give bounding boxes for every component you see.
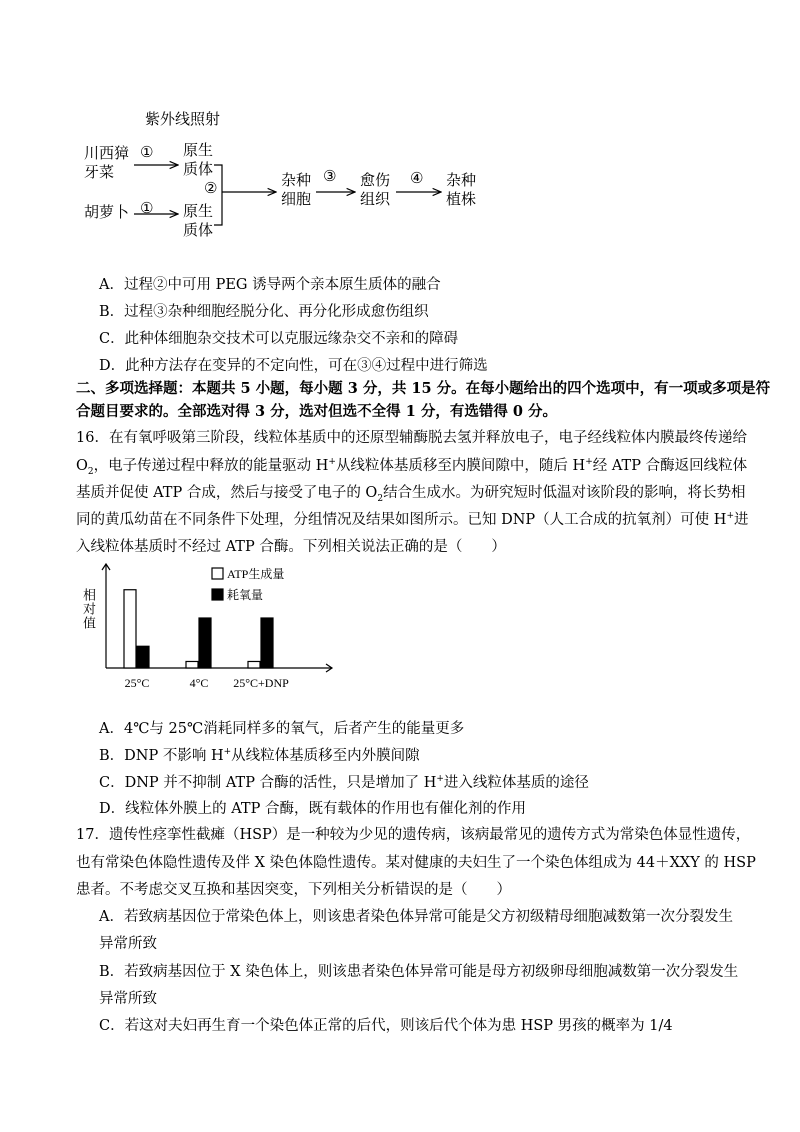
step-2-label: ② [204,179,218,197]
step-1a-label: ① [140,143,154,161]
q16-stem-line1: 16．在有氧呼吸第三阶段，线粒体基质中的还原型辅酶脱去氢并释放电子，电子经线粒体内膜最终传递给 [76,430,747,446]
bar-atp-0 [124,590,136,668]
q16-stem-line3: 基质并促使 ATP 合成，然后与接受了电子的 $O_2$结合生成水。为研究短时低温对该阶段的影响，将长势相 [76,485,746,504]
q17-option-b-line2: 异常所致 [99,991,157,1007]
q17-option-a-line1: A．若致病基因位于常染色体上，则该患者染色体异常可能是父方初级精母细胞减数第一次分裂发生 [99,909,733,925]
hybrid-plant-line1: 杂种 [446,171,477,189]
q17-option-c: C．若这对夫妇再生育一个染色体正常的后代，则该后代个体为患 HSP 男孩的概率为 1/4 [99,1018,673,1034]
bracket [214,165,222,225]
protoplast-1-line1: 原生 [183,141,214,159]
q16-bar-chart [70,558,340,696]
protoplast-2-line2: 质体 [183,221,214,239]
q15-option-d: D．此种方法存在变异的不定向性，可在③④过程中进行筛选 [99,358,488,374]
step-3-label: ③ [323,167,337,185]
legend-label-1: 耗氧量 [227,588,264,602]
x-tick-label-2: 25°C+DNP [233,676,289,690]
section2-heading-line2: 合题目要求的。全部选对得 3 分，选对但选不全得 1 分，有选错得 0 分。 [76,403,558,420]
q17-stem-line1: 17．遗传性痉挛性截瘫（HSP）是一种较为少见的遗传病，该病最常见的遗传方式为常染色体显性遗传， [76,827,751,843]
section2-heading-line1: 二、多项选择题：本题共 5 小题，每小题 3 分，共 15 分。在每小题给出的四个选项中，有一项或多项是符 [76,380,771,397]
legend-swatch-1 [212,589,223,600]
q17-stem-line2: 也有常染色体隐性遗传及伴 X 染色体隐性遗传。某对健康的夫妇生了一个染色体组成为 44＋XXY 的 HSP [76,855,756,871]
source-plant-1-line2: 牙菜 [84,163,115,181]
bar-oxygen-0 [137,646,149,668]
source-plant-2: 胡萝卜 [84,203,130,221]
bar-atp-1 [186,661,198,668]
step-4-label: ④ [410,169,424,187]
diagram-arrows [0,0,800,260]
uv-label: 紫外线照射 [145,110,221,128]
bar-atp-2 [248,661,260,668]
q15-option-b: B．过程③杂种细胞经脱分化、再分化形成愈伤组织 [99,304,429,320]
q16-option-c: C．DNP 并不抑制 ATP 合酶的活性，只是增加了 H+进入线粒体基质的途径 [99,774,589,791]
q16-stem-line2: $O_2$，电子传递过程中释放的能量驱动 H+从线粒体基质移至内膜间隙中，随后 H+经 ATP 合酶返回线粒体 [76,457,748,477]
source-plant-1-line1: 川西獐 [84,144,130,162]
q16-option-a: A．4℃与 25℃消耗同样多的氧气，后者产生的能量更多 [99,721,465,737]
legend-label-0: ATP生成量 [227,567,285,581]
q16-option-d: D．线粒体外膜上的 ATP 合酶，既有载体的作用也有催化剂的作用 [99,801,526,817]
legend-swatch-0 [212,568,223,579]
q17-option-b-line1: B．若致病基因位于 X 染色体上，则该患者染色体异常可能是母方初级卵母细胞减数第一次分裂发生 [99,964,739,980]
q16-stem-line5: 入线粒体基质时不经过 ATP 合酶。下列相关说法正确的是（ ） [76,539,506,555]
protoplast-1-line2: 质体 [183,160,214,178]
callus-line1: 愈伤 [360,171,391,189]
protoplast-2-line1: 原生 [183,202,214,220]
step-1b-label: ① [140,199,154,217]
bar-oxygen-2 [261,618,273,668]
bar-oxygen-1 [199,618,211,668]
chart-svg [70,558,340,696]
hybrid-cell-line2: 细胞 [281,190,312,208]
hybrid-plant-line2: 植株 [446,190,477,208]
q17-option-a-line2: 异常所致 [99,936,157,952]
q16-option-b: B．DNP 不影响 H+从线粒体基质移至内外膜间隙 [99,747,420,764]
q15-option-a: A．过程②中可用 PEG 诱导两个亲本原生质体的融合 [99,277,441,293]
callus-line2: 组织 [360,190,391,208]
x-tick-label-0: 25°C [124,676,150,690]
hybrid-cell-line1: 杂种 [281,171,312,189]
chart-ylabel: 相对值 [80,588,95,630]
q16-stem-line4: 同的黄瓜幼苗在不同条件下处理，分组情况及结果如图所示。已知 DNP（人工合成的抗氧剂）可使 H+进 [76,511,749,528]
q17-stem-line3: 患者。不考虑交叉互换和基因突变，下列相关分析错误的是（ ） [76,882,511,898]
x-tick-label-1: 4°C [189,676,209,690]
q15-option-c: C．此种体细胞杂交技术可以克服远缘杂交不亲和的障碍 [99,331,459,347]
